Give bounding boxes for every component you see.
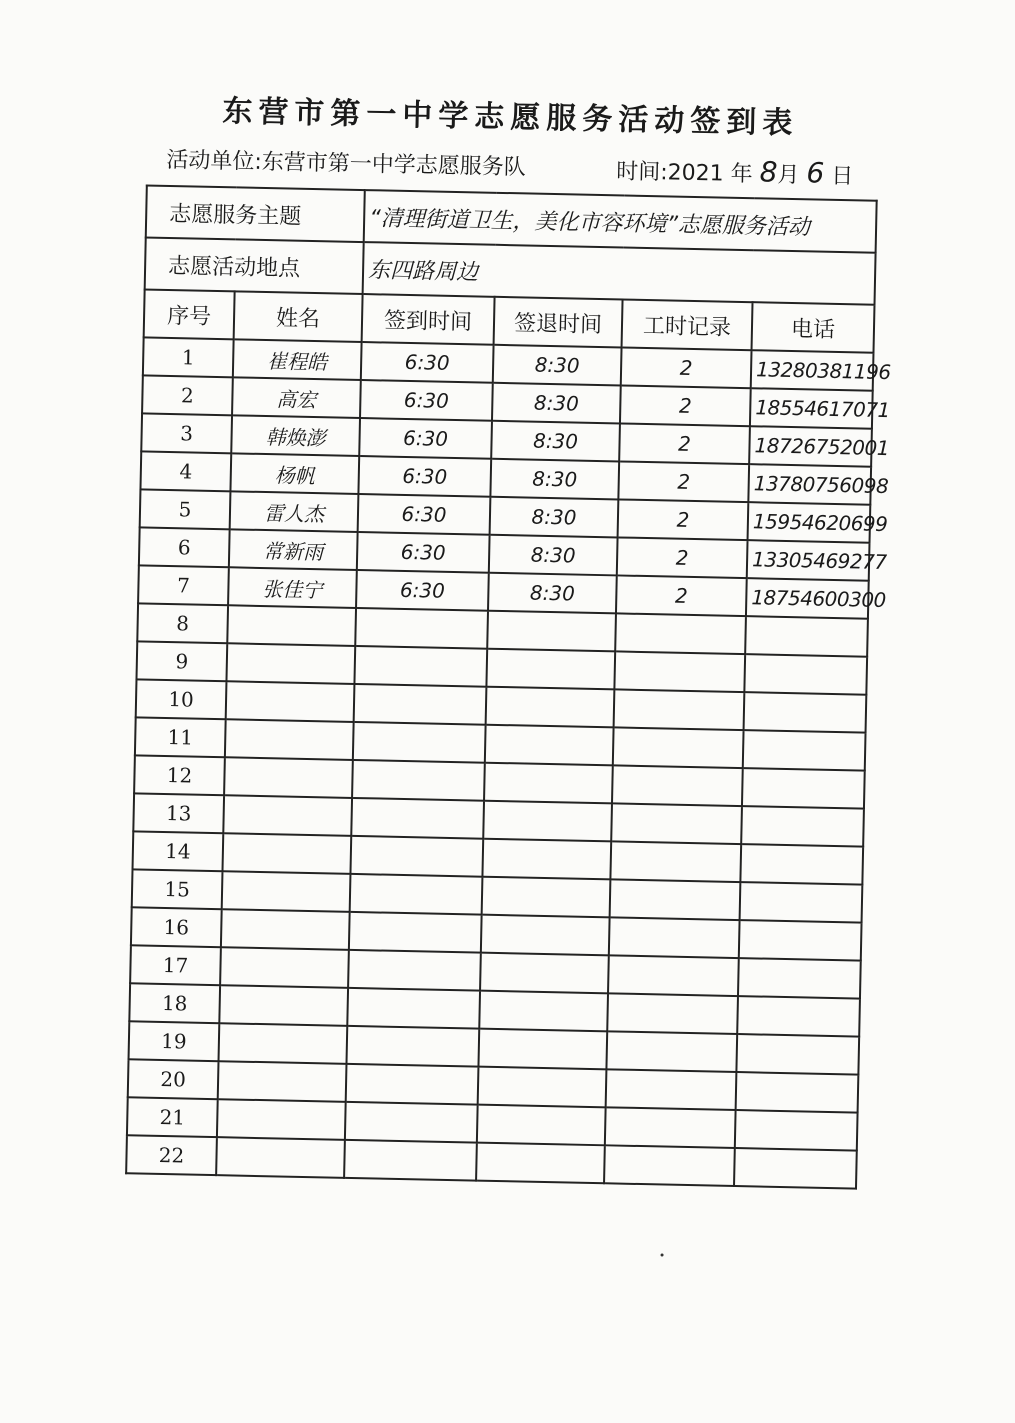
row-sign-out: 8:30 <box>488 573 617 614</box>
date-label: 时间:2021 年 <box>615 159 753 188</box>
activity-meta <box>166 143 886 189</box>
row-sign-out: 8:30 <box>493 345 622 386</box>
row-name <box>226 681 355 722</box>
date-month: 8 <box>759 155 778 189</box>
row-sign-in <box>345 1102 478 1143</box>
row-phone: 18754600300 <box>746 578 869 619</box>
row-sign-in <box>347 988 480 1029</box>
location-value: 东四路周边 <box>363 242 876 305</box>
row-phone <box>734 1148 857 1189</box>
row-name <box>225 719 354 760</box>
row-name <box>218 1061 347 1102</box>
row-sign-out <box>483 801 612 842</box>
row-sign-in <box>348 950 481 991</box>
row-hours: 2 <box>618 461 749 502</box>
row-name <box>219 1023 348 1064</box>
row-hours <box>610 841 741 882</box>
row-number: 17 <box>130 945 221 985</box>
row-sign-out: 8:30 <box>492 383 621 424</box>
column-header: 姓名 <box>234 291 363 342</box>
row-hours <box>613 727 744 768</box>
row-hours: 2 <box>618 499 749 540</box>
row-number: 13 <box>133 793 224 833</box>
row-number: 2 <box>142 375 233 415</box>
row-sign-out <box>486 687 615 728</box>
row-number: 8 <box>137 603 228 643</box>
row-number: 19 <box>129 1021 220 1061</box>
row-name: 高宏 <box>232 377 361 418</box>
row-phone <box>740 844 863 885</box>
row-phone: 15954620699 <box>748 502 871 543</box>
row-number: 9 <box>136 641 227 681</box>
row-number: 10 <box>136 679 227 719</box>
row-hours <box>614 651 745 692</box>
row-sign-out: 8:30 <box>491 421 620 462</box>
row-phone: 13780756098 <box>748 464 871 505</box>
row-sign-out: 8:30 <box>489 535 618 576</box>
row-hours <box>608 955 739 996</box>
speck <box>661 1253 664 1256</box>
row-number: 18 <box>129 983 220 1023</box>
row-number: 14 <box>133 831 224 871</box>
row-name <box>223 795 352 836</box>
row-name <box>226 643 355 684</box>
row-sign-in <box>352 760 485 801</box>
page-title: 东营市第一中学志愿服务活动签到表 <box>222 94 799 142</box>
row-name: 杨帆 <box>230 453 359 494</box>
row-sign-out <box>481 915 610 956</box>
row-phone <box>736 1034 859 1075</box>
row-sign-in <box>344 1140 477 1181</box>
row-sign-in: 6:30 <box>361 342 494 383</box>
row-sign-out: 8:30 <box>490 459 619 500</box>
row-sign-in <box>354 684 487 725</box>
row-name <box>227 605 356 646</box>
row-number: 11 <box>135 717 226 757</box>
row-phone <box>743 730 866 771</box>
row-number: 4 <box>140 451 231 491</box>
row-hours <box>607 993 738 1034</box>
row-hours <box>604 1145 735 1186</box>
sign-in-table <box>125 184 891 1189</box>
row-phone: 13305469277 <box>747 540 870 581</box>
row-phone <box>737 996 860 1037</box>
row-name <box>222 871 351 912</box>
row-sign-out <box>479 991 608 1032</box>
row-name: 张佳宁 <box>228 567 357 608</box>
row-phone <box>738 958 861 999</box>
row-sign-in <box>346 1026 479 1067</box>
row-number: 15 <box>132 869 223 909</box>
row-name: 雷人杰 <box>230 491 359 532</box>
row-number: 1 <box>143 337 234 377</box>
row-sign-in <box>350 836 483 877</box>
row-sign-in <box>353 722 486 763</box>
row-hours <box>606 1069 737 1110</box>
row-hours <box>609 917 740 958</box>
row-sign-in <box>354 646 487 687</box>
row-hours: 2 <box>617 537 748 578</box>
row-sign-out <box>478 1067 607 1108</box>
row-name: 韩焕澎 <box>231 415 360 456</box>
row-sign-in: 6:30 <box>359 418 492 459</box>
row-number: 20 <box>128 1059 219 1099</box>
row-name <box>220 947 349 988</box>
month-label: 月 <box>777 162 800 189</box>
row-phone <box>739 920 862 961</box>
column-header: 序号 <box>144 289 235 339</box>
row-sign-out <box>484 763 613 804</box>
row-hours: 2 <box>619 423 750 464</box>
row-number: 21 <box>127 1097 218 1137</box>
row-number: 3 <box>141 413 232 453</box>
row-phone <box>744 692 867 733</box>
row-number: 12 <box>134 755 225 795</box>
row-hours: 2 <box>621 347 752 388</box>
row-number: 7 <box>138 565 229 605</box>
row-hours <box>605 1107 736 1148</box>
row-sign-in <box>351 798 484 839</box>
row-sign-out <box>477 1105 606 1146</box>
row-phone <box>741 806 864 847</box>
row-hours <box>611 803 742 844</box>
row-hours <box>615 613 746 654</box>
row-number: 5 <box>140 489 231 529</box>
row-sign-out <box>487 611 616 652</box>
row-phone: 13280381196 <box>751 350 874 391</box>
row-sign-out <box>476 1143 605 1184</box>
row-sign-in: 6:30 <box>360 380 493 421</box>
row-sign-out <box>482 839 611 880</box>
row-phone <box>740 882 863 923</box>
row-sign-in: 6:30 <box>358 494 491 535</box>
row-sign-in <box>346 1064 479 1105</box>
row-sign-in <box>350 874 483 915</box>
unit-label: 活动单位: <box>166 147 263 175</box>
column-header: 工时记录 <box>622 299 753 350</box>
row-hours <box>606 1031 737 1072</box>
row-name <box>222 833 351 874</box>
row-hours <box>612 765 743 806</box>
row-sign-out <box>480 953 609 994</box>
row-name <box>224 757 353 798</box>
row-phone: 18554617071 <box>750 388 873 429</box>
row-name: 常新雨 <box>229 529 358 570</box>
row-hours: 2 <box>616 575 747 616</box>
row-phone <box>744 654 867 695</box>
unit-value: 东营市第一中学志愿服务队 <box>261 149 526 181</box>
row-sign-out: 8:30 <box>490 497 619 538</box>
row-phone <box>745 616 868 657</box>
row-sign-in <box>349 912 482 953</box>
row-sign-in <box>355 608 488 649</box>
row-name <box>221 909 350 950</box>
column-header: 签到时间 <box>362 294 495 345</box>
row-name <box>216 1137 345 1178</box>
row-name: 崔程皓 <box>233 339 362 380</box>
column-header: 签退时间 <box>494 297 623 348</box>
day-label: 日 <box>830 163 854 190</box>
row-hours <box>614 689 745 730</box>
row-phone <box>736 1072 859 1113</box>
row-sign-out <box>482 877 611 918</box>
row-sign-out <box>485 725 614 766</box>
date-day: 6 <box>806 156 825 190</box>
row-hours <box>610 879 741 920</box>
row-sign-in: 6:30 <box>356 570 489 611</box>
row-sign-out <box>486 649 615 690</box>
row-phone <box>742 768 865 809</box>
row-phone: 18726752001 <box>749 426 872 467</box>
row-number: 6 <box>139 527 230 567</box>
column-header: 电话 <box>752 302 875 353</box>
row-hours: 2 <box>620 385 751 426</box>
row-sign-in: 6:30 <box>357 532 490 573</box>
theme-value: “清理街道卫生，美化市容环境”志愿服务活动 <box>364 190 877 253</box>
row-sign-in: 6:30 <box>358 456 491 497</box>
row-number: 16 <box>131 907 222 947</box>
row-phone <box>735 1110 858 1151</box>
row-sign-out <box>478 1029 607 1070</box>
activity-date <box>616 152 854 190</box>
row-name <box>217 1099 346 1140</box>
location-label: 志愿活动地点 <box>145 237 364 294</box>
theme-label: 志愿服务主题 <box>146 185 365 242</box>
row-number: 22 <box>126 1135 217 1175</box>
row-name <box>219 985 348 1026</box>
